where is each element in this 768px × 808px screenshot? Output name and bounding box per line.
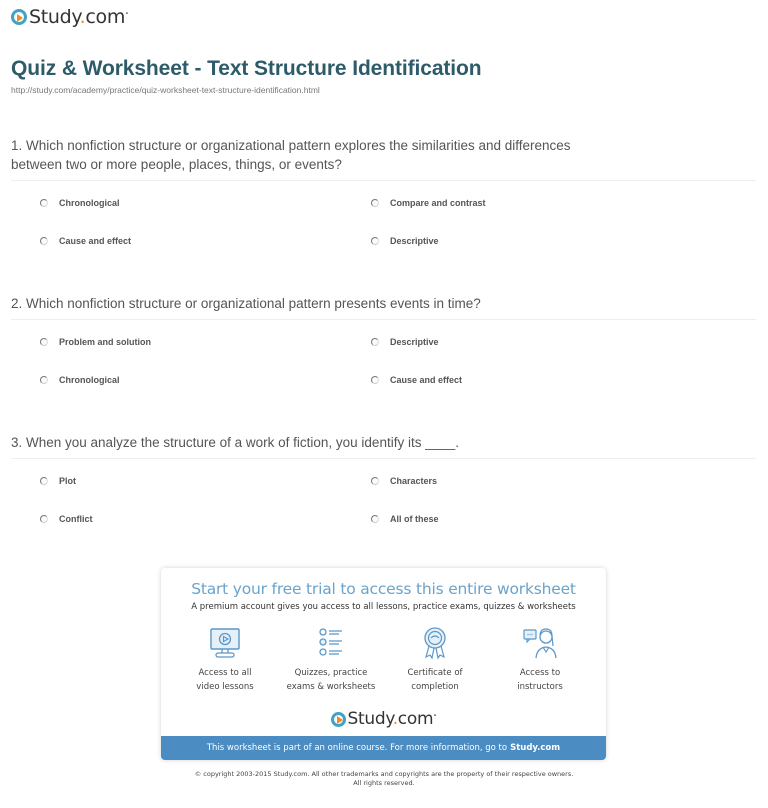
answer-option[interactable] [40,198,120,208]
feature-label: Certificate of completion [407,668,463,692]
radio-button[interactable] [371,376,379,384]
answer-option[interactable] [371,375,462,385]
free-trial-promo [161,568,606,760]
video-monitor-icon [208,626,242,660]
answer-option[interactable] [40,514,93,524]
answer-option[interactable] [371,337,439,347]
answer-option[interactable] [371,236,439,246]
question-3 [11,433,756,539]
answer-option[interactable] [371,514,439,524]
radio-button[interactable] [40,515,48,523]
page-url: http://study.com/academy/practice/quiz-worksheet-text-structure-identification.html [11,85,320,95]
answer-option[interactable] [40,476,76,486]
feature-video-lessons [170,626,280,694]
course-info-text: This worksheet is part of an online course. For more information, go to [206,743,508,753]
answer-label: Conflict [59,514,93,524]
answer-option[interactable] [371,198,486,208]
logo-text: Study.com• [347,709,437,729]
copyright-notice: © copyright 2003-2015 Study.com. All other trademarks and copyrights are the property of their respective owners. All rights reserved. [194,770,574,787]
radio-button[interactable] [40,477,48,485]
promo-study-logo[interactable] [161,709,606,729]
radio-button[interactable] [40,237,48,245]
question-text: 1. Which nonfiction structure or organizational pattern explores the similarities and differences between two or more people, places, things, or events? [11,136,756,181]
answer-label: Characters [390,476,438,486]
answer-label: Problem and solution [59,337,152,347]
certificate-ribbon-icon [418,626,452,660]
feature-quizzes [276,626,386,694]
feature-label: Access to instructors [517,668,563,692]
answer-label: All of these [390,514,439,524]
answer-label: Compare and contrast [390,198,486,208]
answer-label: Chronological [59,198,120,208]
radio-button[interactable] [40,338,48,346]
promo-subtitle: A premium account gives you access to all lessons, practice exams, quizzes & worksheets [191,602,576,612]
answer-option[interactable] [40,337,151,347]
answer-option[interactable] [371,476,437,486]
page-title: Quiz & Worksheet - Text Structure Identification [11,57,482,80]
radio-button[interactable] [40,376,48,384]
radio-button[interactable] [371,237,379,245]
radio-button[interactable] [371,338,379,346]
question-text: 3. When you analyze the structure of a work of fiction, you identify its ____. [11,433,756,459]
answer-options [11,459,756,539]
promo-title[interactable]: Start your free trial to access this entire worksheet [191,580,576,598]
feature-label: Access to all video lessons [196,668,254,692]
radio-button[interactable] [371,477,379,485]
play-logo-icon [331,712,346,727]
quiz-list-icon [314,626,348,660]
answer-label: Descriptive [390,337,439,347]
question-1 [11,136,756,261]
answer-options [11,320,756,400]
radio-button[interactable] [371,199,379,207]
radio-button[interactable] [40,199,48,207]
logo-text: Study.com• [29,6,129,28]
question-text: 2. Which nonfiction structure or organizational pattern presents events in time? [11,294,756,320]
study-logo[interactable] [11,6,128,28]
answer-options [11,181,756,261]
answer-option[interactable] [40,236,131,246]
answer-label: Descriptive [390,236,439,246]
answer-option[interactable] [40,375,120,385]
radio-button[interactable] [371,515,379,523]
answer-label: Chronological [59,375,120,385]
answer-label: Plot [59,476,76,486]
feature-certificate [380,626,490,694]
course-info-bar[interactable] [161,736,606,760]
feature-instructors [485,626,595,694]
study-com-link[interactable]: Study.com [510,743,561,753]
answer-label: Cause and effect [59,236,132,246]
instructor-chat-icon [522,626,558,660]
feature-label: Quizzes, practice exams & worksheets [286,668,376,692]
play-logo-icon [11,9,27,25]
question-2 [11,294,756,400]
answer-label: Cause and effect [390,375,463,385]
